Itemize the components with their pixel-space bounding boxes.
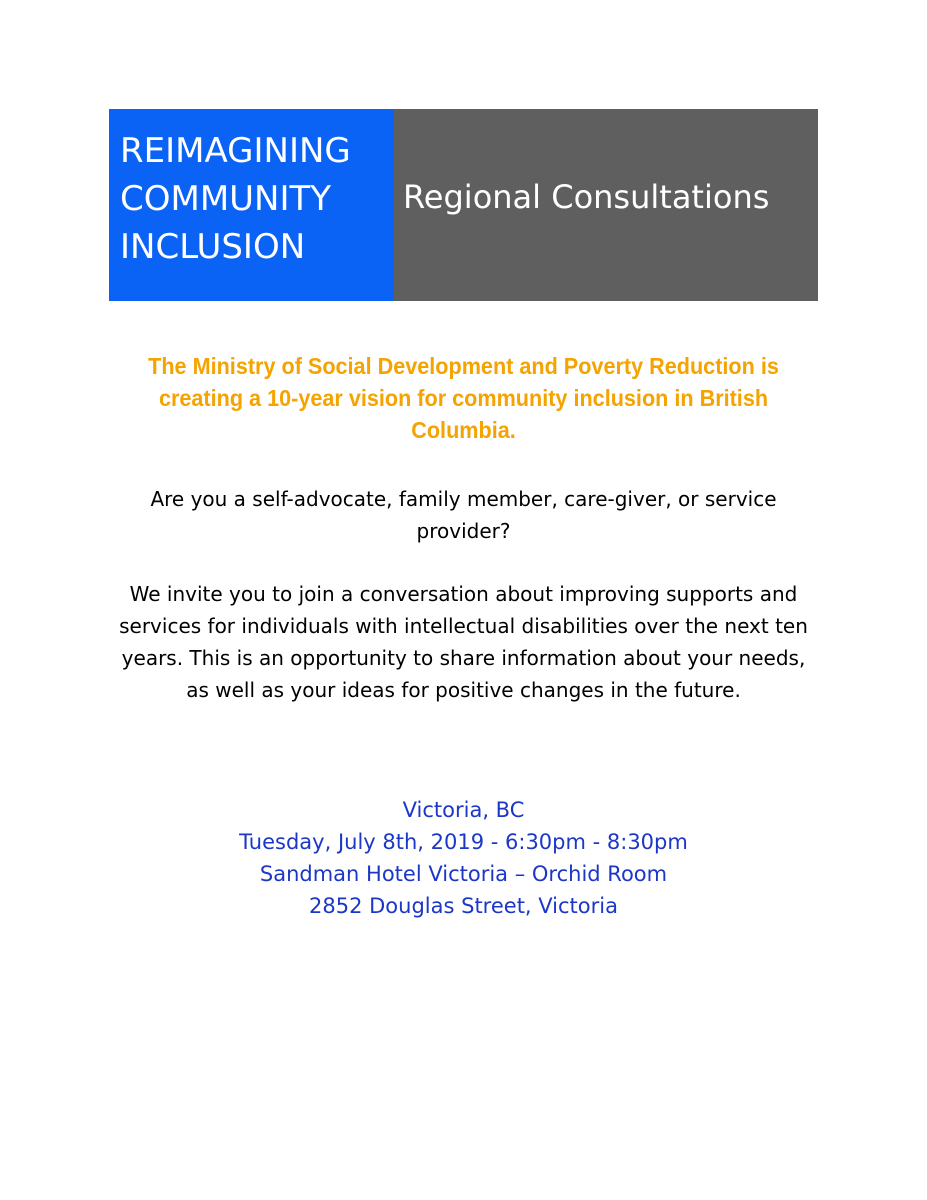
intro-statement: The Ministry of Social Development and Poverty Reduction is creating a 10-year vision for community inclusion in British Columbia. [148,353,779,443]
banner-subtitle: Regional Consultations [403,178,770,216]
audience-question: Are you a self-advocate, family member, care-giver, or service provider? [150,487,777,543]
banner-title-panel [109,109,394,301]
event-address: 2852 Douglas Street, Victoria [309,894,618,918]
invitation-paragraph: We invite you to join a conversation about improving supports and services for individuals with intellectual disabilities over the next ten years. This is an opportunity to share information about your needs, as well as your ideas for positive changes in the future. [119,582,808,702]
banner-title-line: REIMAGINING [120,131,351,171]
header-banner [109,109,818,301]
event-details [110,794,817,922]
event-city: Victoria, BC [402,798,525,822]
banner-title-line: INCLUSION [120,227,306,267]
banner-subtitle-panel [394,109,818,301]
event-datetime: Tuesday, July 8th, 2019 - 6:30pm - 8:30pm [239,830,688,854]
banner-title-line: COMMUNITY [120,179,332,219]
event-venue: Sandman Hotel Victoria – Orchid Room [259,862,668,886]
